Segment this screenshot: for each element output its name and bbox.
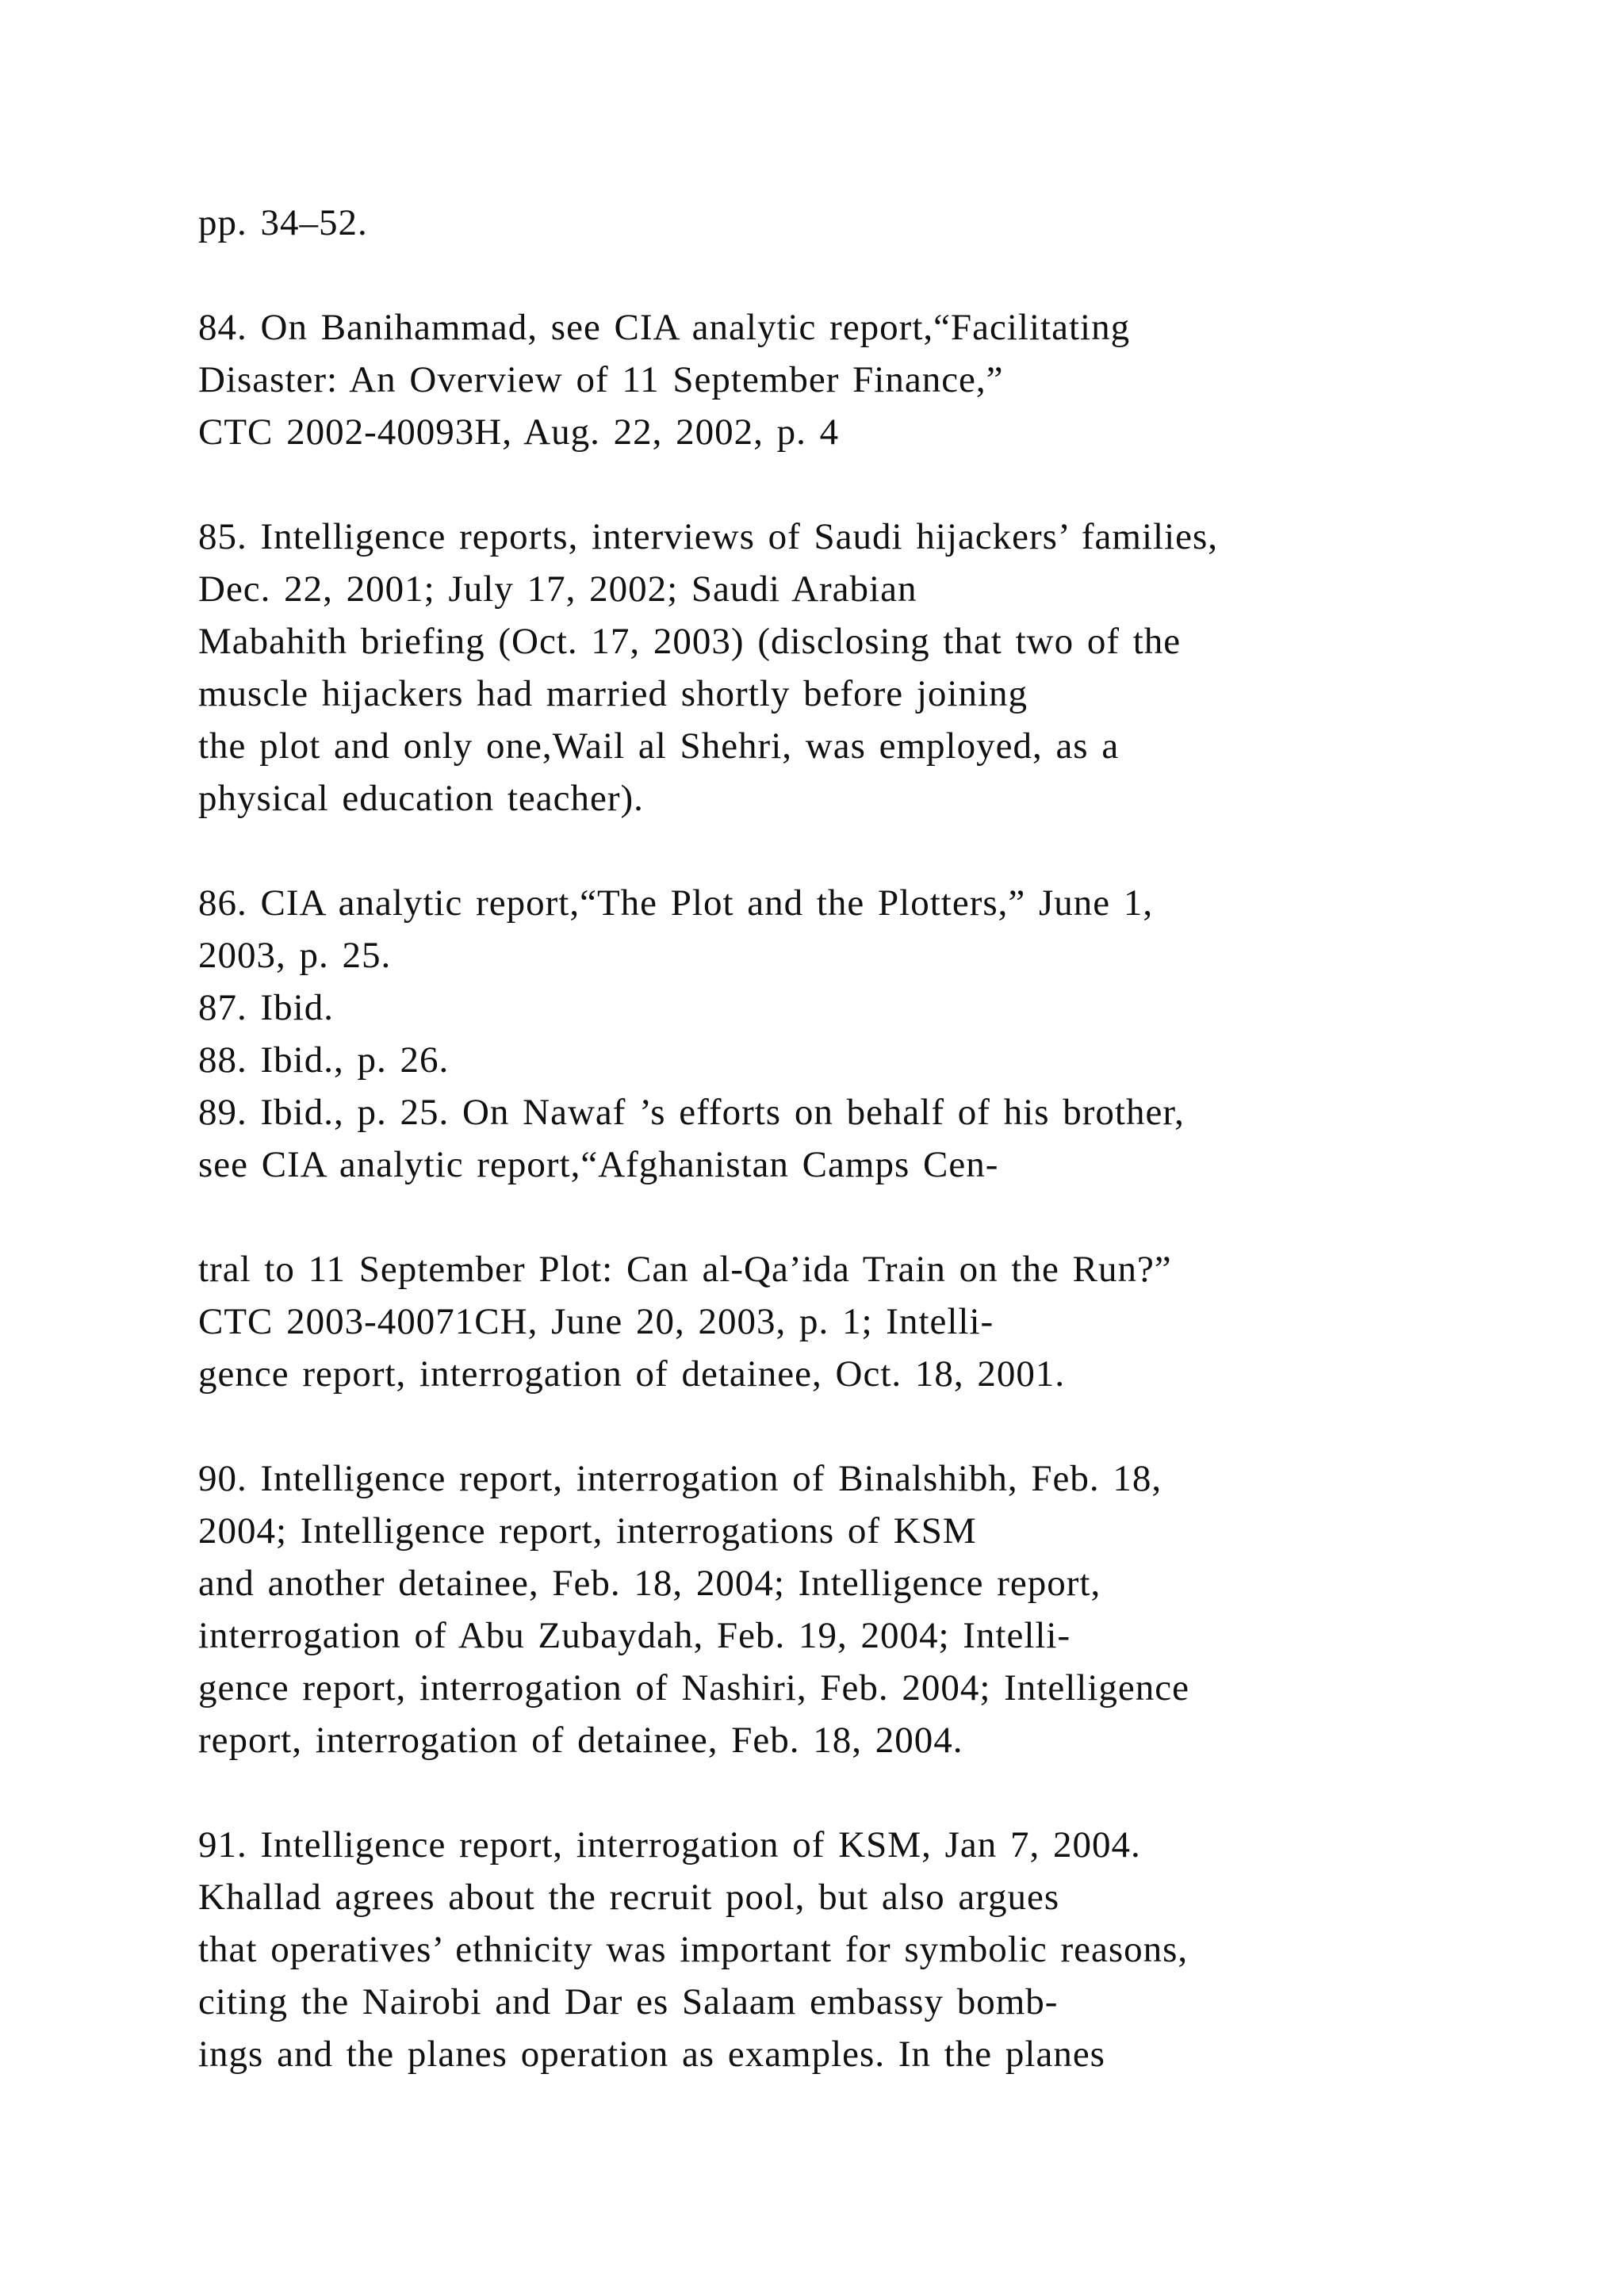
text-line: interrogation of Abu Zubaydah, Feb. 19, 2004; Intelli- (198, 1615, 1071, 1656)
text-line: 84. On Banihammad, see CIA analytic report,“Facilitating (198, 307, 1131, 348)
text-line: 90. Intelligence report, interrogation of Binalshibh, Feb. 18, (198, 1458, 1162, 1499)
text-line: muscle hijackers had married shortly before joining (198, 673, 1028, 714)
blank-line (198, 1191, 1546, 1243)
text-line: 2003, p. 25. (198, 935, 392, 976)
text-line: and another detainee, Feb. 18, 2004; Intelligence report, (198, 1563, 1101, 1604)
blank-line (198, 1400, 1546, 1452)
text-line: the plot and only one,Wail al Shehri, was employed, as a (198, 725, 1120, 767)
blank-line (198, 458, 1546, 511)
text-line: Mabahith briefing (Oct. 17, 2003) (disclosing that two of the (198, 621, 1182, 662)
text-line: 85. Intelligence reports, interviews of Saudi hijackers’ families, (198, 516, 1219, 557)
text-line: ings and the planes operation as examples. In the planes (198, 2034, 1105, 2075)
text-line: 2004; Intelligence report, interrogations of KSM (198, 1510, 977, 1552)
text-line: 89. Ibid., p. 25. On Nawaf ’s efforts on behalf of his brother, (198, 1092, 1185, 1133)
text-line: gence report, interrogation of Nashiri, Feb. 2004; Intelligence (198, 1667, 1189, 1709)
text-line: 88. Ibid., p. 26. (198, 1039, 450, 1081)
text-line: 91. Intelligence report, interrogation of KSM, Jan 7, 2004. (198, 1824, 1141, 1866)
text-line: citing the Nairobi and Dar es Salaam embassy bomb- (198, 1981, 1059, 2022)
text-line: report, interrogation of detainee, Feb. 18, 2004. (198, 1720, 963, 1761)
text-line: 87. Ibid. (198, 987, 334, 1028)
text-line: Dec. 22, 2001; July 17, 2002; Saudi Arabian (198, 568, 917, 610)
text-line: Khallad agrees about the recruit pool, but also argues (198, 1877, 1060, 1918)
text-line: CTC 2003-40071CH, June 20, 2003, p. 1; Intelli- (198, 1301, 994, 1342)
blank-line (198, 249, 1546, 301)
text-line: 86. CIA analytic report,“The Plot and the Plotters,” June 1, (198, 882, 1154, 924)
document-page (198, 197, 1546, 2080)
text-line: CTC 2002-40093H, Aug. 22, 2002, p. 4 (198, 411, 840, 453)
text-line: pp. 34–52. (198, 202, 368, 243)
text-line: tral to 11 September Plot: Can al-Qa’ida Train on the Run?” (198, 1249, 1172, 1290)
text-line: Disaster: An Overview of 11 September Finance,” (198, 359, 1004, 400)
text-line: physical education teacher). (198, 778, 644, 819)
text-line: gence report, interrogation of detainee, Oct. 18, 2001. (198, 1353, 1066, 1395)
text-line: that operatives’ ethnicity was important for symbolic reasons, (198, 1929, 1189, 1970)
blank-line (198, 825, 1546, 877)
blank-line (198, 1766, 1546, 1819)
text-line: see CIA analytic report,“Afghanistan Camps Cen- (198, 1144, 999, 1185)
